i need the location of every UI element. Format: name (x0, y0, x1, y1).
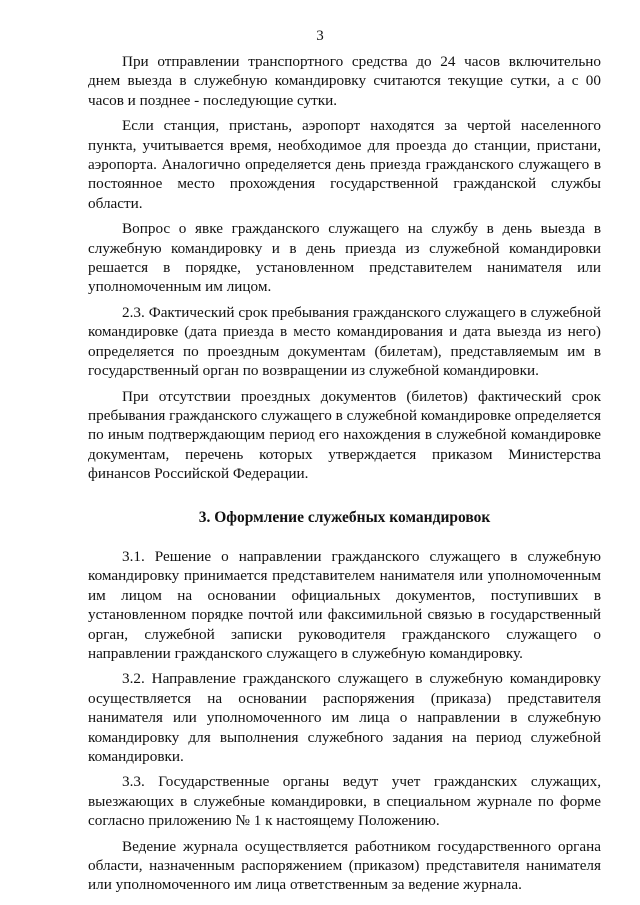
paragraph-journal: Ведение журнала осуществляется работником государственного органа области, назначенным распоряжением (приказом) представителя нанимателя или уполномоченного им лица ответственным за ведение журнала. (88, 837, 601, 894)
paragraph-2-3: 2.3. Фактический срок пребывания гражданского служащего в служебной командировке (дата приезда в место командирования и дата выезда из него) определяется по проездным документам (билетам), представляемым им в государственный орган по возвращении из служебной командировки. (88, 303, 601, 380)
paragraph-no-tickets: При отсутствии проездных документов (билетов) фактический срок пребывания гражданского служащего в служебной командировке определяется по иным подтверждающим период его нахождения в служебной командировке документам, перечень которых утверждается приказом Министерства финансов Российской Федерации. (88, 387, 601, 483)
paragraph-attendance: Вопрос о явке гражданского служащего на службу в день выезда в служебную командировку и в день приезда из служебной командировки решается в порядке, установленном представителем нанимателя или уполномоченным им лицом. (88, 220, 601, 296)
paragraph-departure-day: При отправлении транспортного средства до 24 часов включительно днем выезда в служебную командировку считаются текущие сутки, а с 00 часов и позднее - последующие сутки. (88, 53, 601, 109)
section-heading: 3. Оформление служебных командировок (198, 508, 491, 526)
document-body (88, 52, 601, 895)
paragraph-3-2: 3.2. Направление гражданского служащего в служебную командировку осуществляется на основании распоряжения (приказа) представителя нанимателя или уполномоченного им лица о направлении в служебную командировку для выполнения служебного задания на период служебной командировки. (88, 670, 601, 765)
paragraph-3-1: 3.1. Решение о направлении гражданского служащего в служебную командировку принимается представителем нанимателя или уполномоченным им лицом на основании официальных документов, поступивших в установленном порядке почтой или факсимильной связью в государственный орган, служебной записки руководителя гражданского служащего о направлении гражданского служащего в служебную командировку. (88, 547, 601, 662)
paragraph-station-outside: Если станция, пристань, аэропорт находятся за чертой населенного пункта, учитывается время, необходимое для проезда до станции, пристани, аэропорта. Аналогично определяется день приезда гражданского служащего в постоянное место прохождения государственной гражданской службы области. (88, 117, 601, 212)
paragraph-3-3: 3.3. Государственные органы ведут учет гражданских служащих, выезжающих в служебные командировки, в специальном журнале по форме согласно приложению № 1 к настоящему Положению. (88, 773, 601, 830)
page-number: 3 (316, 28, 324, 44)
